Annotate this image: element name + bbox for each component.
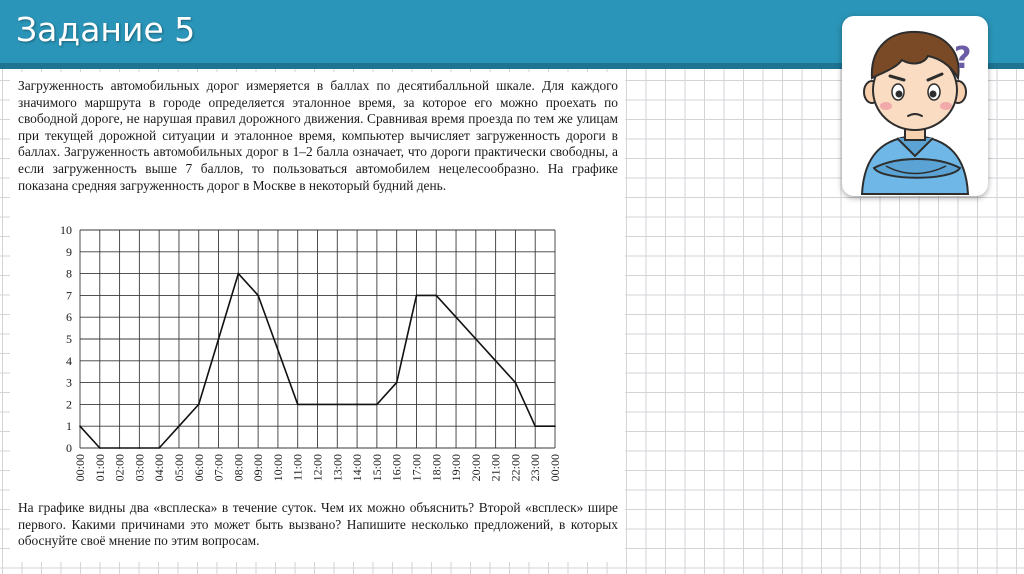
thinking-boy-icon [842, 16, 988, 196]
x-tick-labels [73, 454, 562, 481]
x-tick-label: 16:00 [389, 454, 404, 482]
avatar-card [842, 16, 988, 196]
data-point [356, 404, 358, 406]
x-tick-label: 15:00 [369, 454, 384, 482]
data-point [475, 338, 477, 340]
y-tick-label: 0 [66, 441, 72, 455]
data-point [554, 425, 556, 427]
data-point [336, 404, 338, 406]
x-tick-label: 19:00 [449, 454, 464, 482]
data-point [376, 404, 378, 406]
data-point [198, 404, 200, 406]
data-point [317, 404, 319, 406]
data-point [534, 425, 536, 427]
x-tick-label: 21:00 [488, 454, 503, 482]
x-tick-label: 04:00 [152, 454, 167, 482]
x-tick-label: 01:00 [92, 454, 107, 482]
data-point [99, 447, 101, 449]
data-point [238, 273, 240, 275]
x-tick-label: 03:00 [132, 454, 147, 482]
data-point [79, 425, 81, 427]
data-point [297, 404, 299, 406]
traffic-chart [10, 72, 625, 562]
x-tick-label: 20:00 [468, 454, 483, 482]
x-tick-label: 00:00 [548, 454, 562, 482]
question-paragraph: На графике видны два «всплеска» в течение суток. Чем их можно объяснить? Второй «всплеск» шире первого. Какими причинами это может быть вызвано? Напишите несколько предложений, в которых обоснуйте своё мнение по этим вопросам. [18, 500, 618, 549]
x-tick-label: 05:00 [171, 454, 186, 482]
x-tick-label: 08:00 [231, 454, 246, 482]
data-point [396, 382, 398, 384]
x-tick-label: 07:00 [211, 454, 226, 482]
data-point [139, 447, 141, 449]
x-tick-label: 22:00 [508, 453, 523, 482]
y-tick-label: 9 [66, 244, 72, 259]
y-tick-label: 3 [66, 375, 72, 390]
x-tick-label: 09:00 [251, 454, 266, 482]
y-tick-labels [60, 223, 72, 455]
svg-text:?: ? [954, 41, 972, 76]
y-tick-label: 10 [60, 223, 72, 237]
x-tick-label: 17:00 [409, 454, 424, 482]
data-point [158, 447, 160, 449]
x-tick-label: 06:00 [191, 454, 206, 482]
chart-grid [80, 230, 555, 448]
y-tick-label: 1 [66, 419, 72, 434]
x-tick-label: 10:00 [270, 454, 285, 482]
x-tick-label: 18:00 [429, 454, 444, 482]
data-point [455, 316, 457, 318]
task-card [10, 72, 625, 562]
data-point [435, 295, 437, 297]
y-tick-label: 6 [66, 310, 72, 325]
data-point [495, 360, 497, 362]
x-tick-label: 02:00 [112, 454, 127, 482]
data-point [119, 447, 121, 449]
data-point [257, 295, 259, 297]
x-tick-label: 13:00 [330, 454, 345, 482]
data-point [416, 295, 418, 297]
x-tick-label: 23:00 [528, 454, 543, 482]
data-point [277, 349, 279, 351]
data-point [178, 425, 180, 427]
y-tick-label: 4 [66, 353, 72, 368]
x-tick-label: 00:00 [73, 454, 87, 482]
task-paragraph: Загруженность автомобильных дорог измеряется в баллах по десятибалльной шкале. Для каждого значимого маршрута в городе определяется эталонное время, за которое его можно проехать по свободной дороге, не нарушая правил дорожного движения. Сравнивая время проезда по тем же улицам при текущей дорожной ситуации и эталонное время, компьютер вычисляет загруженность дороги в баллах. Загруженность автомобильных дорог в 1–2 балла означает, что дороги практически свободны, а если загруженность выше 7 баллов, то пользоваться автомобилем нецелесообразно. На графике показана средняя загруженность дорог в Москве в некоторый будний день. [18, 78, 618, 193]
y-tick-label: 7 [66, 288, 72, 303]
y-tick-label: 8 [66, 266, 72, 281]
x-tick-label: 12:00 [310, 454, 325, 482]
x-tick-label: 11:00 [290, 454, 305, 481]
slide-title: Задание 5 [16, 10, 196, 49]
x-tick-label: 14:00 [350, 454, 365, 482]
data-point [218, 338, 220, 340]
y-tick-label: 2 [66, 397, 72, 412]
data-point [515, 382, 517, 384]
y-tick-label: 5 [66, 332, 72, 346]
